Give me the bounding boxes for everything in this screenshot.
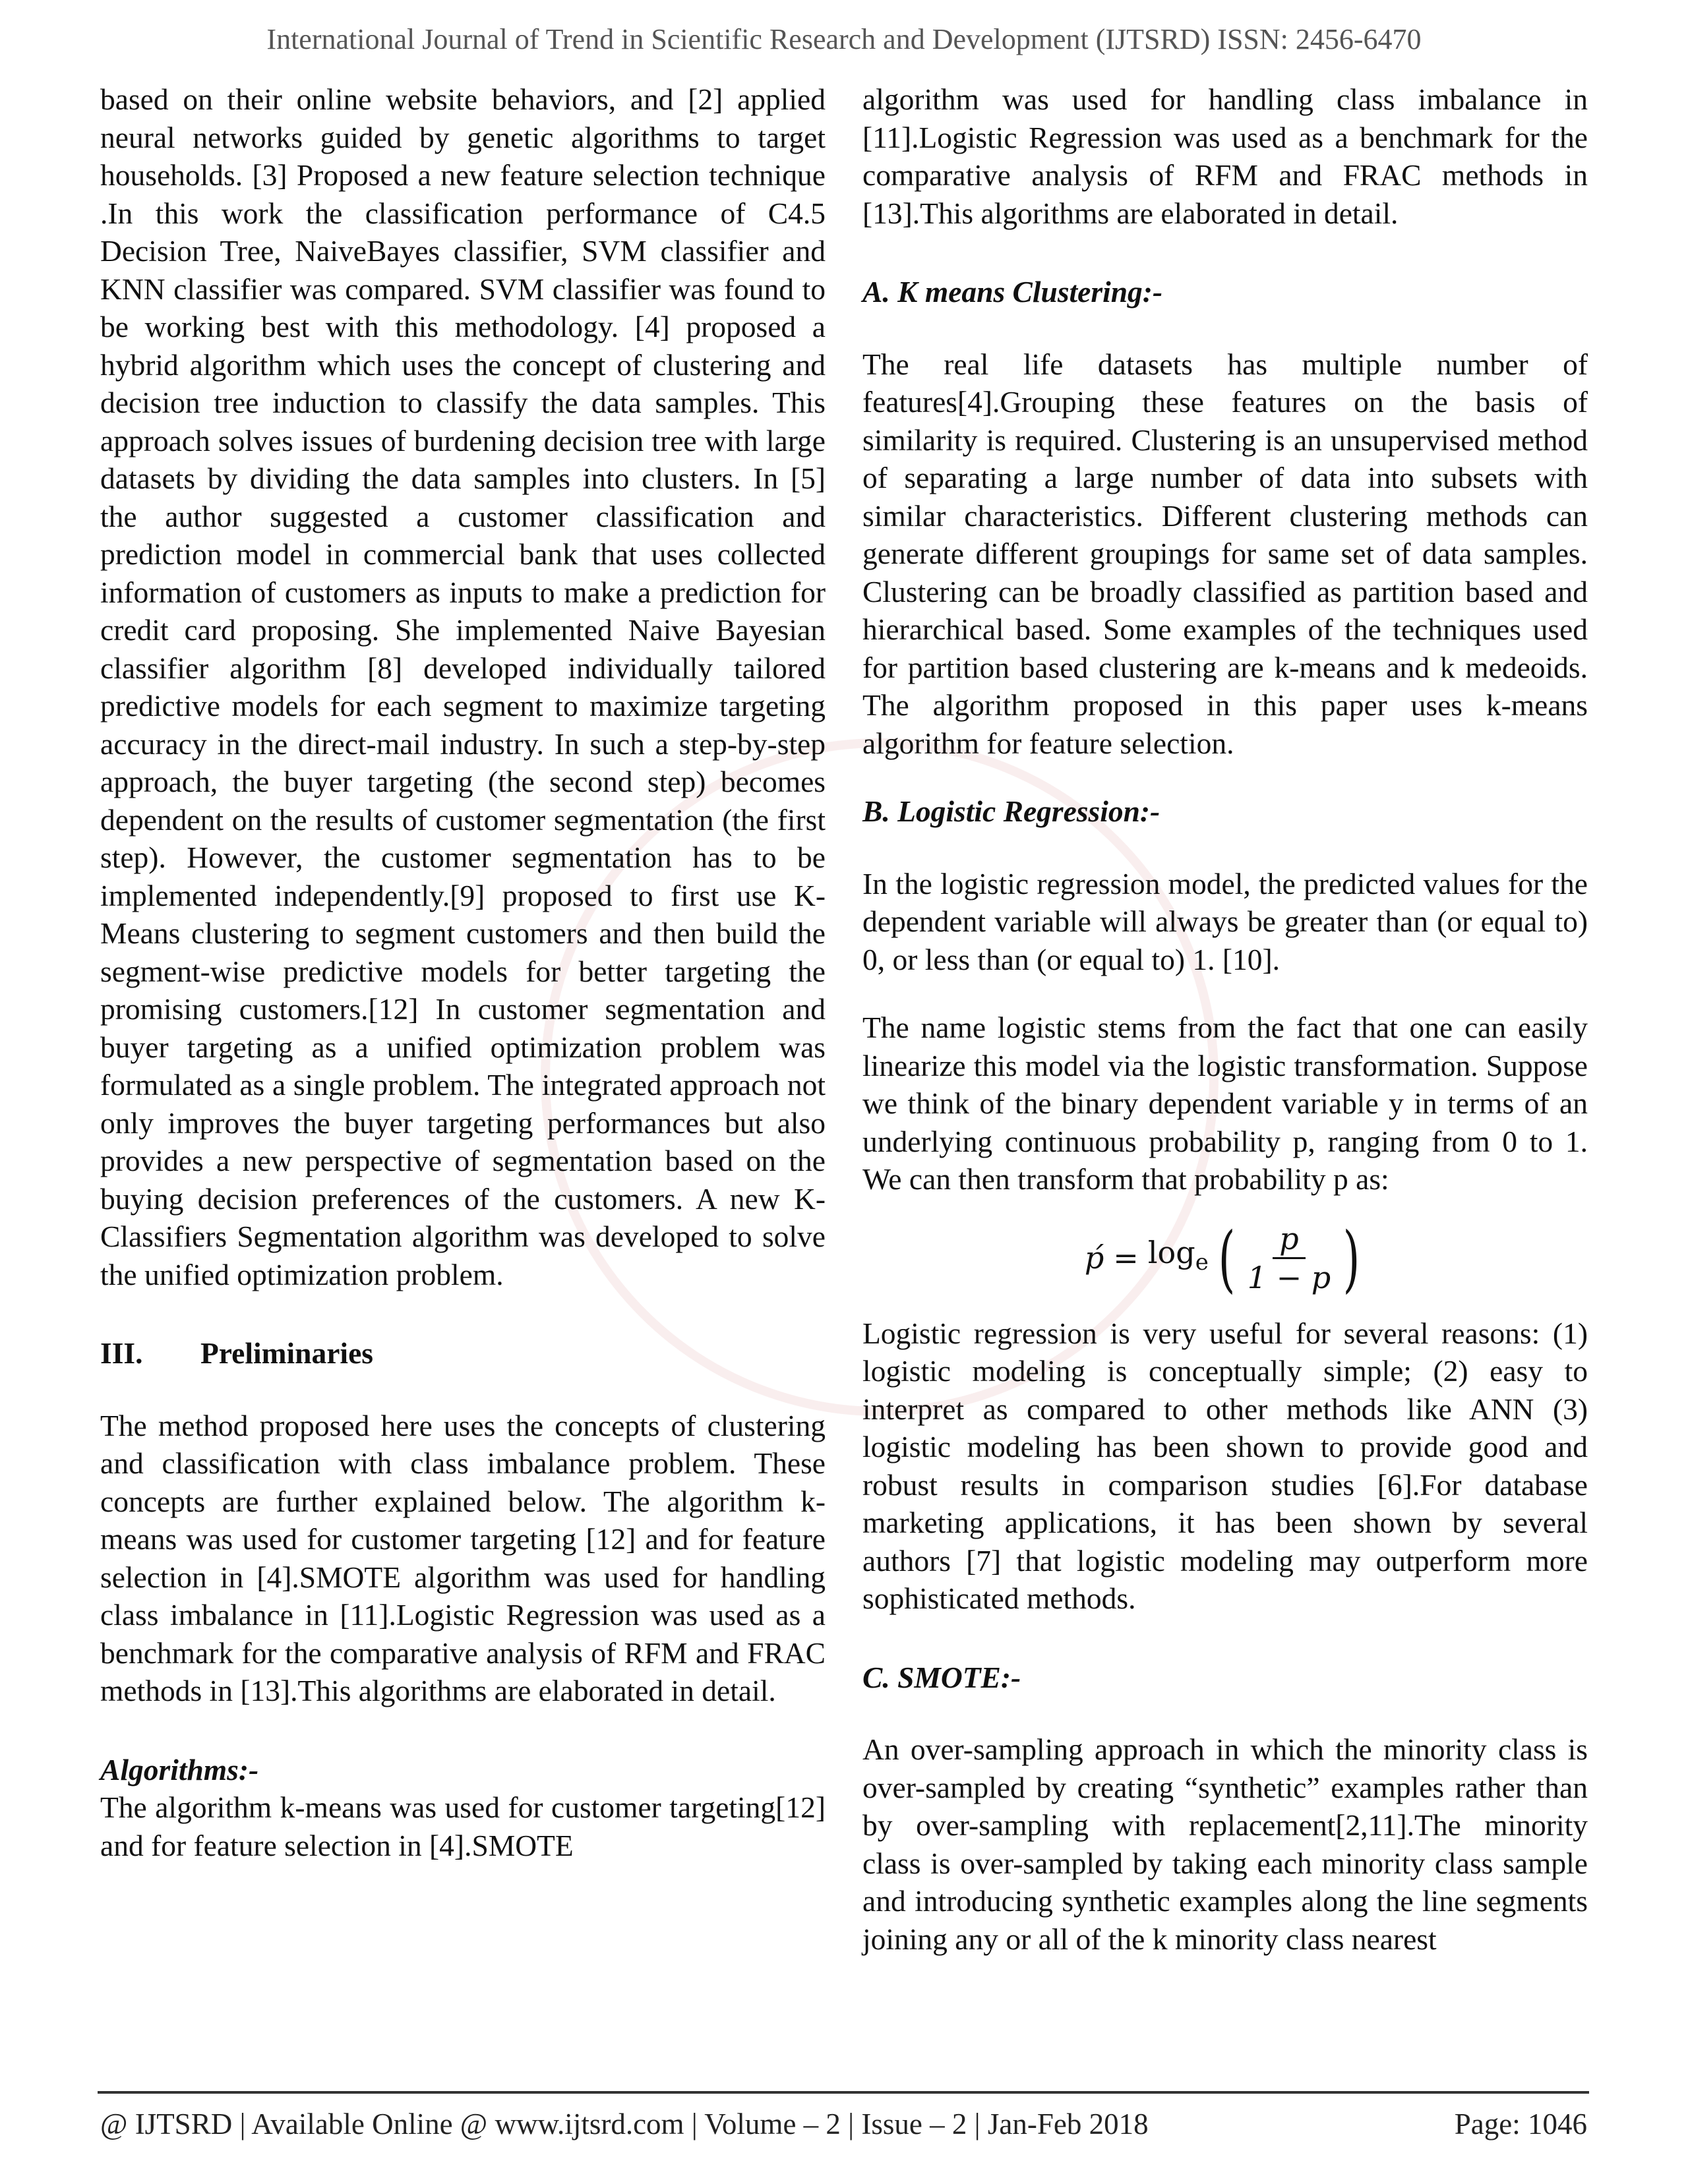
body-paragraph: The name logistic stems from the fact that one can easily linearize this model via the logistic transformation. Suppose we think of the binary dependent variable y in terms of an underlying continuous probability p, ranging from 0 to 1. We can then transform that probability p as: <box>862 1011 1588 1196</box>
formula-equals: = <box>1113 1239 1139 1276</box>
formula-log-base: e <box>1195 1249 1209 1276</box>
body-paragraph: The algorithm k-means was used for customer targeting[12] and for feature selection in [4].SMOTE <box>100 1790 826 1862</box>
body-paragraph: algorithm was used for handling class imbalance in [11].Logistic Regression was used as a benchmark for the comparative analysis of RFM and FRAC methods in [13].This algorithms are elaborated in detail. <box>862 82 1588 230</box>
logit-formula <box>862 1209 1588 1308</box>
left-column <box>100 80 826 1864</box>
body-paragraph: The real life datasets has multiple number of features[4].Grouping these features on the basis of similarity is required. Clustering is an unsupervised method of separating a large number of data into subsets with similar characteristics. Different clustering methods can generate different groupings for same set of data samples. Clustering can be broadly classified as partition based and hierarchical based. Some examples of the techniques used for partition based clustering are k-means and k medeoids. The algorithm proposed in this paper uses k-means algorithm for feature selection. <box>862 347 1588 760</box>
formula-fraction <box>1244 1220 1335 1296</box>
formula-log-text: log <box>1147 1235 1195 1271</box>
subsection-heading: C. SMOTE:- <box>862 1660 1021 1694</box>
right-column <box>862 80 1588 1958</box>
section-heading <box>100 1334 826 1372</box>
formula-lhs: ṕ <box>1084 1239 1104 1276</box>
section-title: Preliminaries <box>200 1336 373 1370</box>
footer-publication-info: @ IJTSRD | Available Online @ www.ijtsrd.com | Volume – 2 | Issue – 2 | Jan-Feb 2018 <box>100 2108 1149 2140</box>
page-number: Page: 1046 <box>1454 2108 1587 2140</box>
footer-divider <box>98 2091 1589 2094</box>
section-number: III. <box>100 1336 143 1370</box>
formula-denominator: 1 − p <box>1247 1260 1331 1295</box>
body-paragraph: An over-sampling approach in which the minority class is over-sampled by creating “synthetic” examples rather than by over-sampling with replacement[2,11].The minority class is over-sampled by taking each minority class sample and introducing synthetic examples along the line segments joining any or all of the k minority class nearest <box>862 1732 1588 1956</box>
formula-numerator: p <box>1273 1220 1305 1259</box>
journal-header: International Journal of Trend in Scientific Research and Development (IJTSRD) ISSN: 2456-6470 <box>266 23 1422 55</box>
body-paragraph: In the logistic regression model, the predicted values for the dependent variable will always be greater than (or equal to) 0, or less than (or equal to) 1. [10]. <box>862 866 1588 976</box>
body-paragraph: The method proposed here uses the concepts of clustering and classification with class imbalance problem. These concepts are further explained below. The algorithm k-means was used for customer targeting [12] and for feature selection in [4].SMOTE algorithm was used for handling class imbalance in [11].Logistic Regression was used as a benchmark for the comparative analysis of RFM and FRAC methods in [13].This algorithms are elaborated in detail. <box>100 1408 826 1707</box>
page-footer <box>100 2107 1587 2141</box>
formula-left-paren: ( <box>1218 1216 1236 1301</box>
body-paragraph: based on their online website behaviors, and [2] applied neural networks guided by genetic algorithms to target households. [3] Proposed a new feature selection technique .In this work the classification performance of C4.5 Decision Tree, NaiveBayes classifier, SVM classifier and KNN classifier was compared. SVM classifier was found to be working best with this methodology. [4] proposed a hybrid algorithm which uses the concept of clustering and decision tree induction to classify the data samples. This approach solves issues of burdening decision tree with large datasets by dividing the data samples into clusters. In [5] the author suggested a customer classification and prediction model in commercial bank that uses collected information of customers as inputs to make a prediction for credit card proposing. She implemented Naive Bayesian classifier algorithm [8] developed individually tailored predictive models for each segment to maximize targeting accuracy in the direct-mail industry. In such a step-by-step approach, the buyer targeting (the second step) becomes dependent on the results of customer segmentation (the first step). However, the customer segmentation has to be implemented independently.[9] proposed to first use K-Means clustering to segment customers and then build the segment-wise predictive models for better targeting the promising customers.[12] In customer segmentation and buyer targeting as a unified optimization problem was formulated as a single problem. The integrated approach not only improves the buyer targeting performances but also provides a new perspective of segmentation based on the buying decision preferences of the customers. A new K-Classifiers Segmentation algorithm was developed to solve the unified optimization problem. <box>100 82 826 1291</box>
body-paragraph: Logistic regression is very useful for several reasons: (1) logistic modeling is conceptually simple; (2) easy to interpret as compared to other methods like ANN (3) logistic modeling has been shown to provide good and robust results in comparison studies [6].For database marketing applications, it has been shown by several authors [7] that logistic modeling may outperform more sophisticated methods. <box>862 1316 1588 1615</box>
subsection-heading: B. Logistic Regression:- <box>862 794 1160 828</box>
formula-log <box>1148 1234 1209 1282</box>
subsection-heading: A. K means Clustering:- <box>862 275 1163 309</box>
subsection-heading: Algorithms:- <box>100 1752 259 1786</box>
formula-right-paren: ) <box>1342 1216 1360 1301</box>
